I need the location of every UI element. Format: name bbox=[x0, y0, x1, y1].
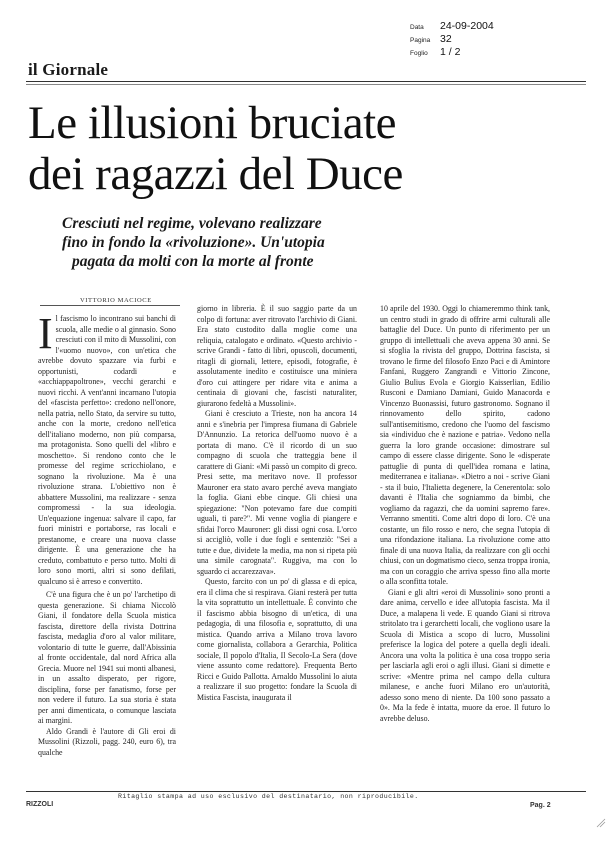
column-3-paragraph-1: 10 aprile del 1930. Oggi lo chiameremmo think tank, un centro studi in grado di offrire armi culturali alle battaglie del Duce. Un punto di riferimento per un gruppo di intellettuali che aveva appena 30 anni. Se si sfoglia la rivista del gruppo, Dottrina fascista, si trovano le firme del filosofo Enzo Paci e di Amintore Fanfani, Ruggero Zangrandi e Vittorio Zincone, Giulio Bulius Evola e Giorgio Kaisserlian, Edilio Rusconi e Damiano Damiani, Guido Manacorda e Vincenzo Buonassisi, futuro gastronomo. Sognano il rinnovamento dello spirito, cadono sull'antisemitismo, credono che l'uomo del fascismo sia «individuo che è nazione e patria». Vedono nella guerra la loro grande occasione: dimostrare sul campo di essere classe dirigente. Sono le «disperate pattuglie di punta di quell'idea romana e latina, mediterranea e italiana». «Dietro a noi - scrive Giani - sta il buio, l'Italietta degenere, la Cenerentola: solo davanti è l'Italia che sogniammo da bimbi, che vogliamo da ragazzi, che da uomini sapremo fare». Verranno smentiti. Come altri dopo di loro. C'è una costante, un filo rosso e nero, che segna l'utopia di una rifondazione italiana. La rivoluzione come atto finale di una nuova Italia, da realizzare con gli occhi chiusi, con un dogmatismo cieco, senza troppa ironia, ma con un coraggio che arriva spesso fino alla morte o alla sconfitta totale. bbox=[380, 304, 550, 586]
column-2-paragraph-1: giorno in libreria. È il suo saggio parte da un colpo di fortuna: aver ritrovato l'archivio di Giani. Era stato custodito dalla moglie come una reliquia, catalogato e ordinato. «Questo archivio - scrive Grandi - fatto di libri, opuscoli, documenti, ritagli di giornali, lettere, episodi, fotografie, è assolutamente inedito e costituisce una miniera d'oro cui attingere per ridare vita e anima a centinaia di giovani che, fascisti naturaliter, giurarono fedeltà a Mussolini». bbox=[197, 304, 357, 408]
column-2-paragraph-2: Giani è cresciuto a Trieste, non ha ancora 14 anni e s'inebria per l'impresa fiumana di Gabriele D'Annunzio. La retorica dell'uomo nuovo è a portata di mano. C'è il ricordo di un suo compagno di scuola che tratteggia bene il carattere di Giani: «Mi passò un compito di greco. Presi sette, ma meritavo nove. Il professor Mauroner era stato avaro perché aveva mangiato la foglia. Giani ebbe cinque. Gli chiesi una spiegazione: "Non potevamo fare due compiti uguali, ti pare?". Mi venne voglia di piangere e sfidai l'orco Mauroner: gli dissi ogni cosa. L'orco si accigliò, volle i due fogli e sentenziò: "Sei a tutte e due, dividete la media, ma non si ripeta più una simile carognata". Ruggiva, ma con lo sguardo ci accarezzava». bbox=[197, 409, 357, 576]
masthead-rule bbox=[26, 81, 586, 82]
page-value: 32 bbox=[440, 33, 452, 45]
article-byline: VITTORIO MACIOCE bbox=[80, 297, 152, 304]
newspaper-masthead: il Giornale bbox=[28, 60, 109, 79]
subhead-line-1: Cresciuti nel regime, volevano realizzare bbox=[62, 215, 322, 232]
byline-rule bbox=[40, 305, 180, 306]
article-column-2 bbox=[197, 304, 357, 703]
sheet-row bbox=[410, 46, 585, 59]
publisher-label: RIZZOLI bbox=[26, 801, 54, 808]
scan-corner-icon bbox=[596, 818, 606, 828]
headline-line-1: Le illusioni bruciate bbox=[28, 97, 397, 149]
column-1-paragraph-1: l fascismo lo incontrano sui banchi di scuola, alle medie o al ginnasio. Sono cresciuti con il mito di Mussolini, con l'«uomo nuovo», con un'etica che avrebbe dovuto spazzare via furbi e opportunisti, codardi e «acchiappapoltrone», vecchi gerarchi e nuovi ricchi. A vent'anni incarnano l'utopia del «fascista perfetto»: credono nell'onore, nella patria, nello Stato, da servire su tutto, anche con la morte, credono nell'etica dell'italiano moderno, non più comparsa, ma protagonista. Sono quelli del «libro e moschetto». Si rendono conto che le promesse del regime scricchiolano, e sognano la rivoluzione. Ma è una rivoluzione strana. L'obiettivo non è abbattere Mussolini, ma realizzare - senza compromessi - la sua ideologia. Un'equazione ingenua: salvare il capo, far fuori ministri e portaborse, ras locali e prestanome, e creare una nuova classe dirigente. È una generazione che ha creduto, combattuto e perso tutto. Molti di loro sono morti, altri si sono defilati, qualcuno si è arreso e convertito. bbox=[38, 314, 176, 586]
reproduction-notice: Ritaglio stampa ad uso esclusivo del destinatario, non riproducibile. bbox=[118, 793, 419, 800]
masthead-rule-thin bbox=[26, 84, 586, 85]
column-1-paragraph-2: C'è una figura che è un po' l'archetipo di questa generazione. Si chiama Niccolò Giani, il fondatore della Scuola mistica fascista, direttore della rivista Dottrina fascista, medaglia d'oro al valor militare, volontario di tutte le guerre, dall'Abissinia al fronte occidentale, dal nord Africa alla Grecia. Muore nel 1941 sui monti albanesi, in un assalto disperato, per rigore, disciplina, forse per fanatismo, forse per non vedere il futuro. La sua storia è stata per anni dimenticata, o comunque lasciata ai margini. bbox=[38, 590, 176, 725]
date-value: 24-09-2004 bbox=[440, 20, 494, 32]
article-column-3 bbox=[380, 304, 550, 724]
sheet-value: 1 / 2 bbox=[440, 46, 461, 58]
clipping-metadata bbox=[410, 20, 585, 59]
date-label: Data bbox=[410, 24, 424, 31]
column-1-paragraph-3: Aldo Grandi è l'autore di Gli eroi di Mussolini (Rizzoli, pagg. 240, euro 6), tra qualche bbox=[38, 726, 176, 757]
article-column-1 bbox=[38, 309, 176, 758]
column-3-paragraph-2: Giani e gli altri «eroi di Mussolini» sono pronti a dare anima, cervello e idee all'utopia fascista. Ma il Duce, a malapena li vede. E quando Giani si ritrova stritolato tra i gerarchetti locali, che vogliono usare la Scuola di Mistica a scopo di lucro, Mussolini preferisce la logica del potere a quella degli ideali. Ancora una volta la politica è una cosa troppo seria per lasciarla agli eroi o agli illusi. Giani si dimette e scrive: «Mentre prima nel campo della cultura milanese, e anche fuori Milano ero un'autorità, adesso sono meno di niente. Da 100 sono passato a 0». Ma la fede è intatta, muore da eroe. Il futuro lo avrebbe deluso. bbox=[380, 587, 550, 723]
drop-cap: I bbox=[38, 309, 53, 358]
subhead-line-2: fino in fondo la «rivoluzione». Un'utopia bbox=[62, 234, 325, 251]
page-label: Pagina bbox=[410, 37, 431, 44]
page-number: Pag. 2 bbox=[530, 802, 551, 809]
date-row bbox=[410, 20, 585, 33]
page-row bbox=[410, 33, 585, 46]
article-subhead bbox=[62, 214, 542, 271]
article-headline bbox=[28, 98, 588, 200]
footer-rule bbox=[26, 791, 586, 792]
headline-line-2: dei ragazzi del Duce bbox=[28, 148, 403, 200]
subhead-line-3: pagata da molti con la morte al fronte bbox=[72, 253, 314, 270]
column-2-paragraph-3: Questo, farcito con un po' di glassa e di epica, era il clima che si respirava. Giani resterà per tutta la vita soprattutto un intellettuale. È convinto che il fascismo abbia bisogno di un'etica, di una pedagogia, di una filosofia e, soprattutto, di una mistica. Quando arriva a Milano trova lavoro come giornalista, collabora a Gerarchia, Politica sociale, Il popolo d'Italia, Il Secolo-La Sera (dove viene assunto come redattore). Frequenta Berto Ricci e Guido Pallotta. Arnaldo Mussolini lo aiuta a realizzare il suo progetto: fondare la Scuola di Mistica Fascista, inaugurata il bbox=[197, 577, 357, 702]
sheet-label: Foglio bbox=[410, 50, 428, 57]
